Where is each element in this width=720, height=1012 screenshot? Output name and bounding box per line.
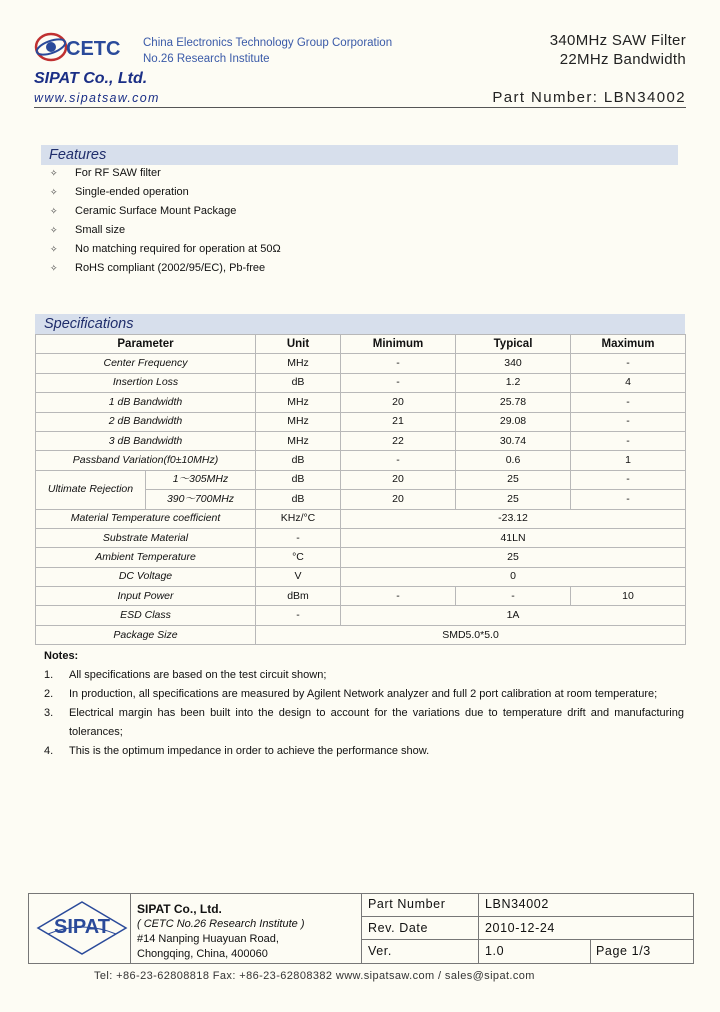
header-divider <box>34 107 686 108</box>
version-value: 1.0 <box>479 940 591 964</box>
svg-text:SIPAT: SIPAT <box>54 916 110 938</box>
table-header-row <box>36 335 686 354</box>
table-row: Ultimate Rejection 1～305MHz dB 20 25 - <box>36 470 686 489</box>
footer-divider <box>130 893 131 964</box>
features-list <box>50 166 281 280</box>
header-maximum: Maximum <box>571 335 686 354</box>
specifications-heading: Specifications <box>35 314 685 334</box>
note-item: 2. In production, all specifications are measured by Agilent Network analyzer and full 2 port calibration at room temperature; <box>44 688 658 700</box>
feature-item: ✧ No matching required for operation at 50Ω <box>50 242 281 261</box>
footer-company-name: SIPAT Co., Ltd. <box>137 902 222 916</box>
feature-item: ✧ Ceramic Surface Mount Package <box>50 204 281 223</box>
ultimate-rejection-label: Ultimate Rejection <box>36 470 146 509</box>
features-heading: Features <box>41 145 678 165</box>
table-row: ESD Class - 1A <box>36 606 686 625</box>
feature-item: ✧ Single-ended operation <box>50 185 281 204</box>
footer-address-1: #14 Nanping Huayuan Road, <box>137 933 279 945</box>
feature-item: ✧ RoHS compliant (2002/95/EC), Pb-free <box>50 261 281 280</box>
footer-address-2: Chongqing, China, 400060 <box>137 948 268 960</box>
notes-section <box>44 647 684 761</box>
table-row: DC Voltage V 0 <box>36 567 686 586</box>
product-title-line-2: 22MHz Bandwidth <box>559 51 686 68</box>
specifications-table <box>35 334 686 645</box>
table-row: Input Power dBm - - 10 <box>36 587 686 606</box>
header-parameter: Parameter <box>36 335 256 354</box>
svg-text:CETC: CETC <box>66 38 121 60</box>
diamond-bullet-icon: ✧ <box>50 187 58 197</box>
company-website[interactable]: www.sipatsaw.com <box>34 91 160 105</box>
corporation-line-2: No.26 Research Institute <box>143 53 270 65</box>
table-row: Insertion Loss dB - 1.2 4 <box>36 373 686 392</box>
table-row: Passband Variation(f0±10MHz) dB - 0.6 1 <box>36 451 686 470</box>
diamond-bullet-icon: ✧ <box>50 168 58 178</box>
document-info-grid <box>361 893 694 964</box>
company-name: SIPAT Co., Ltd. <box>34 70 148 87</box>
sipat-logo-icon <box>36 900 128 956</box>
diamond-bullet-icon: ✧ <box>50 206 58 216</box>
note-item: 4. This is the optimum impedance in order to achieve the performance show. <box>44 745 430 757</box>
feature-item: ✧ Small size <box>50 223 281 242</box>
table-row: Material Temperature coefficient KHz/°C -23.12 <box>36 509 686 528</box>
diamond-bullet-icon: ✧ <box>50 225 58 235</box>
footer-company-sub: ( CETC No.26 Research Institute ) <box>137 918 305 930</box>
info-row-part-number: Part Number LBN34002 <box>362 893 694 917</box>
info-row-rev-date: Rev. Date 2010-12-24 <box>362 917 694 941</box>
cetc-logo-icon <box>34 30 130 64</box>
page-indicator: Page 1/3 <box>596 944 651 959</box>
corporation-name <box>143 35 392 67</box>
footer-company-info <box>137 902 305 962</box>
table-row: Ambient Temperature °C 25 <box>36 548 686 567</box>
note-item: 1. All specifications are based on the test circuit shown; <box>44 669 327 681</box>
header-minimum: Minimum <box>341 335 456 354</box>
table-row: Substrate Material - 41LN <box>36 528 686 547</box>
product-title-line-1: 340MHz SAW Filter <box>549 32 686 49</box>
diamond-bullet-icon: ✧ <box>50 244 58 254</box>
table-row: 1 dB Bandwidth MHz 20 25.78 - <box>36 393 686 412</box>
corporation-line-1: China Electronics Technology Group Corporation <box>143 37 393 49</box>
table-row: 390～700MHz dB 20 25 - <box>36 490 686 509</box>
product-title <box>550 31 686 69</box>
header-unit: Unit <box>256 335 341 354</box>
note-item: 3. Electrical margin has been built into the design to account for the variations due to temperature drift and manufacturing tolerances; <box>44 707 684 738</box>
footer-contact: Tel: +86-23-62808818 Fax: +86-23-62808382 www.sipatsaw.com / sales@sipat.com <box>94 970 535 982</box>
diamond-bullet-icon: ✧ <box>50 263 58 273</box>
table-row: 3 dB Bandwidth MHz 22 30.74 - <box>36 431 686 450</box>
notes-title: Notes: <box>44 650 79 662</box>
table-row: Package Size SMD5.0*5.0 <box>36 625 686 644</box>
feature-item: ✧ For RF SAW filter <box>50 166 281 185</box>
info-row-version: Ver. 1.0 Page 1/3 <box>362 940 694 964</box>
part-number-heading: Part Number: LBN34002 <box>492 89 686 106</box>
table-row: Center Frequency MHz - 340 - <box>36 354 686 373</box>
table-row: 2 dB Bandwidth MHz 21 29.08 - <box>36 412 686 431</box>
header-typical: Typical <box>456 335 571 354</box>
